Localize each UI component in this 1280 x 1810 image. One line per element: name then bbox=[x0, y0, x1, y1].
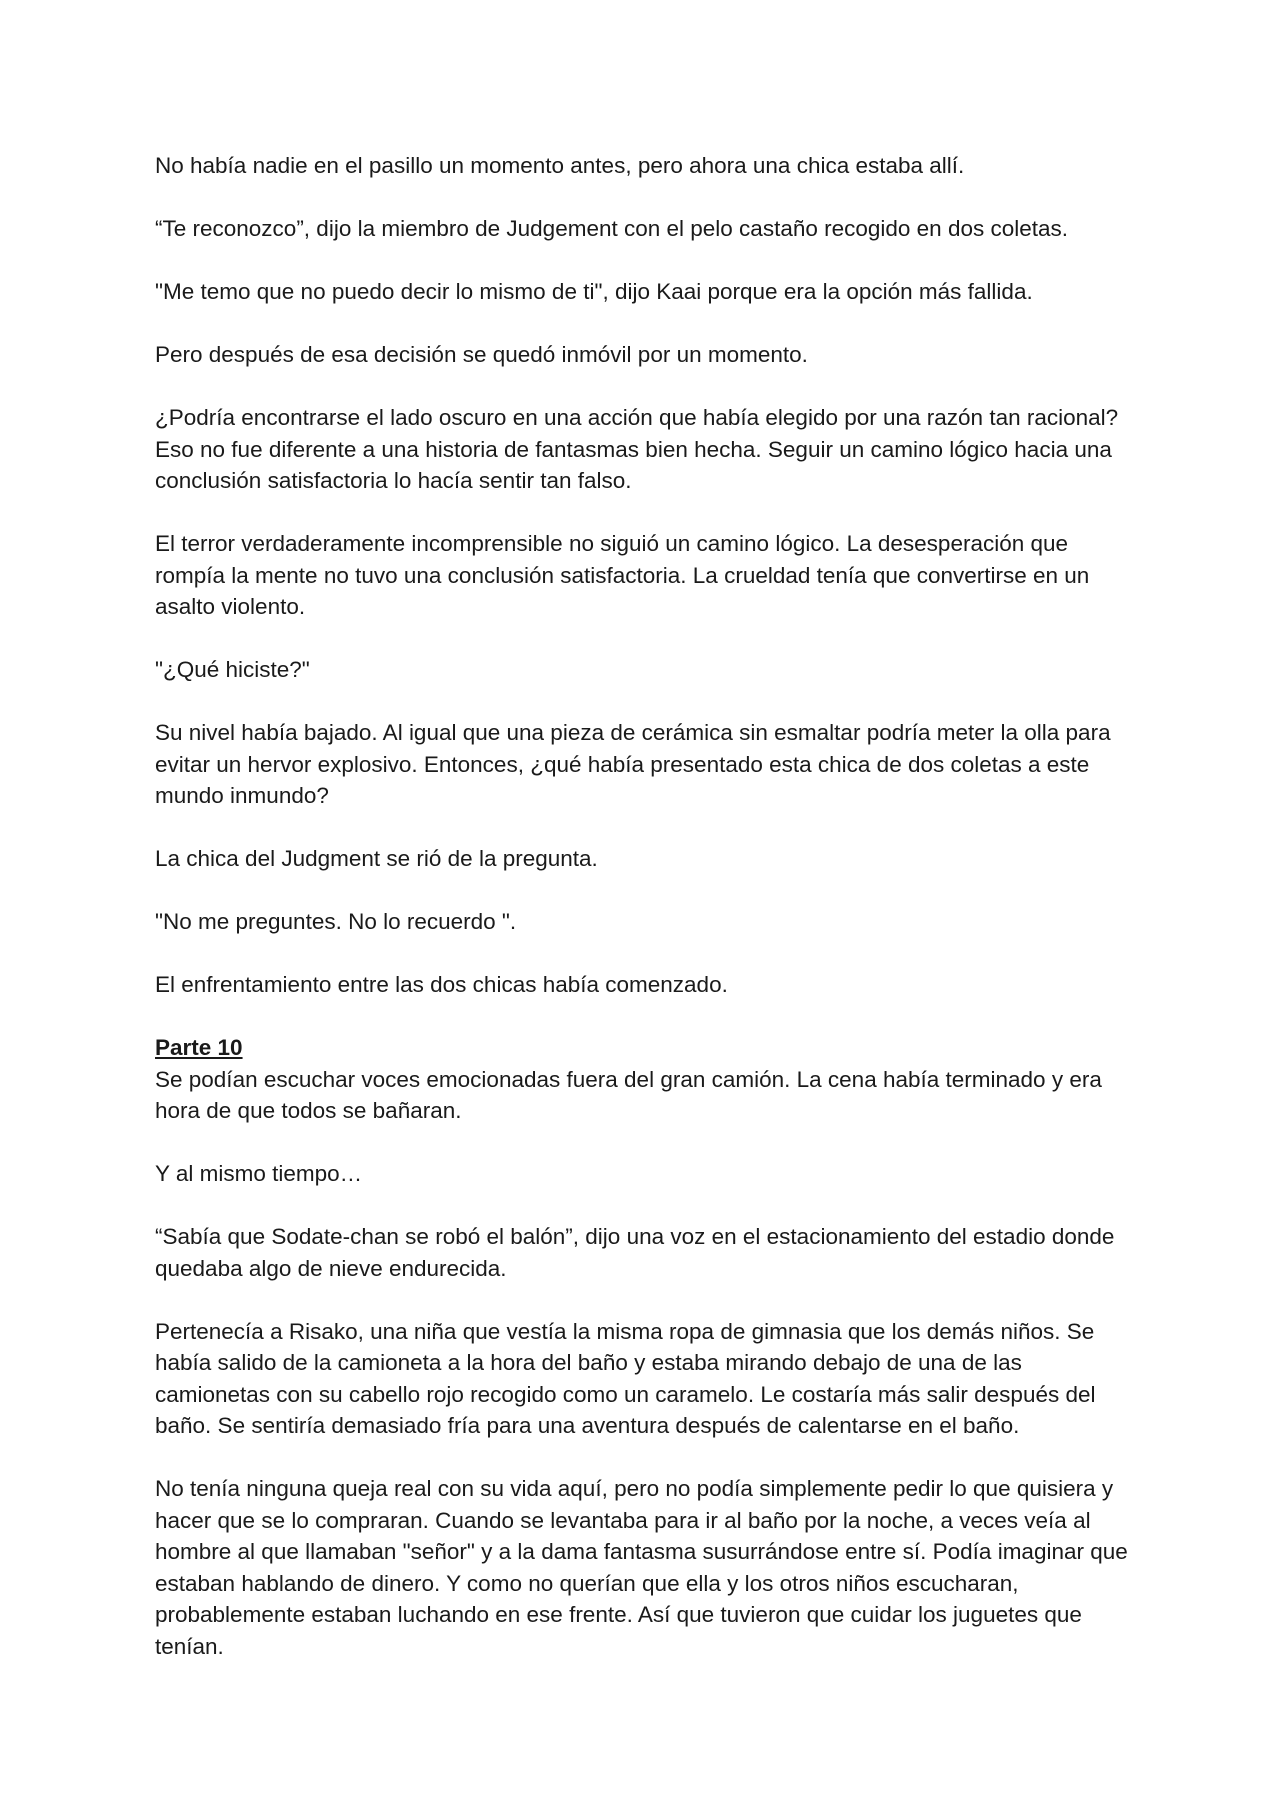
paragraph: El enfrentamiento entre las dos chicas había comenzado. bbox=[155, 972, 728, 997]
paragraph: Su nivel había bajado. Al igual que una pieza de cerámica sin esmaltar podría meter la olla para evitar un hervor explosivo. Entonces, ¿qué había presentado esta chica de dos coletas a este mundo inmundo? bbox=[155, 720, 1111, 808]
paragraph: Se podían escuchar voces emocionadas fuera del gran camión. La cena había terminado y era hora de que todos se bañaran. bbox=[155, 1066, 1102, 1123]
paragraph: Pero después de esa decisión se quedó inmóvil por un momento. bbox=[155, 342, 808, 367]
document-page bbox=[155, 150, 1130, 1694]
paragraph: Pertenecía a Risako, una niña que vestía la misma ropa de gimnasia que los demás niños. Se había salido de la camioneta a la hora del baño y estaba mirando debajo de una de las camionetas con su cabello rojo recogido como un caramelo. Le costaría más salir después del baño. Se sentiría demasiado fría para una aventura después de calentarse en el baño. bbox=[155, 1318, 1096, 1438]
paragraph: Y al mismo tiempo… bbox=[155, 1161, 363, 1186]
paragraph: ¿Podría encontrarse el lado oscuro en una acción que había elegido por una razón tan racional? Eso no fue diferente a una historia de fantasmas bien hecha. Seguir un camino lógico hacia una conclusión satisfactoria lo hacía sentir tan falso. bbox=[155, 405, 1119, 493]
paragraph: "No me preguntes. No lo recuerdo ". bbox=[155, 909, 517, 934]
paragraph: El terror verdaderamente incomprensible no siguió un camino lógico. La desesperación que rompía la mente no tuvo una conclusión satisfactoria. La crueldad tenía que convertirse en un asalto violento. bbox=[155, 531, 1090, 619]
paragraph: La chica del Judgment se rió de la pregunta. bbox=[155, 846, 598, 871]
paragraph: "¿Qué hiciste?" bbox=[155, 657, 310, 682]
paragraph: "Me temo que no puedo decir lo mismo de ti", dijo Kaai porque era la opción más fallida. bbox=[155, 279, 1033, 304]
paragraph: “Te reconozco”, dijo la miembro de Judgement con el pelo castaño recogido en dos coletas. bbox=[155, 216, 1069, 241]
paragraph: “Sabía que Sodate-chan se robó el balón”, dijo una voz en el estacionamiento del estadio donde quedaba algo de nieve endurecida. bbox=[155, 1224, 1115, 1281]
paragraph: No había nadie en el pasillo un momento antes, pero ahora una chica estaba allí. bbox=[155, 153, 965, 178]
paragraph: No tenía ninguna queja real con su vida aquí, pero no podía simplemente pedir lo que quisiera y hacer que se lo compraran. Cuando se levantaba para ir al baño por la noche, a veces veía al hombre al que llamaban "señor" y a la dama fantasma susurrándose entre sí. Podía imaginar que estaban hablando de dinero. Y como no querían que ella y los otros niños escucharan, probablemente estaban luchando en ese frente. Así que tuvieron que cuidar los juguetes que tenían. bbox=[155, 1476, 1128, 1659]
section-heading: Parte 10 bbox=[155, 1035, 243, 1060]
